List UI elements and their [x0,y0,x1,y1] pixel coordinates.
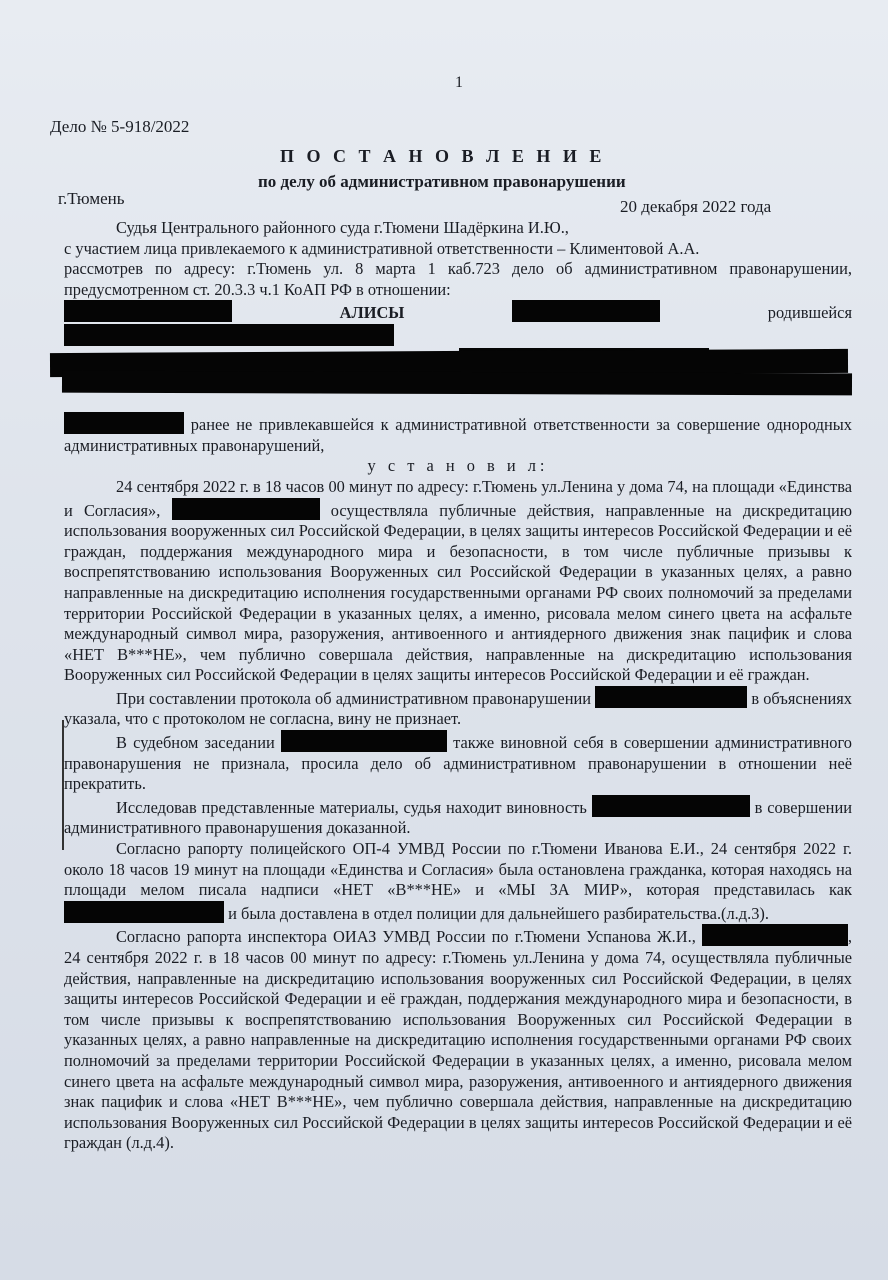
person-name: АЛИСЫ [339,303,405,323]
intro-address: рассмотрев по адресу: г.Тюмень ул. 8 марта 1 каб.723 дело об административном правонарушении, предусмотренном ст. 20.3.3 ч.1 КоАП РФ в отношении: [64,259,852,299]
intro-no-record: ранее не привлекавшейся к административной ответственности за совершение однородных административных правонарушений, [64,412,852,456]
case-number: Дело № 5-918/2022 [50,117,190,136]
city: г.Тюмень [58,189,125,208]
redaction [592,795,750,817]
paragraph-4: Исследовав представленные материалы, судья находит виновность в совершении административного правонарушения доказанной. [64,795,852,839]
redaction [512,300,660,322]
redaction [595,686,747,708]
document-title: П О С Т А Н О В Л Е Н И Е [280,146,606,166]
intro-participant: с участием лица привлекаемого к административной ответственности – Климентовой А.А. [64,238,700,258]
paragraph-2: При составлении протокола об административном правонарушении в объяснениях указала, что с протоколом не согласна, вину не признает. [64,686,852,730]
intro-person [64,300,852,347]
paragraph-1: 24 сентября 2022 г. в 18 часов 00 минут по адресу: г.Тюмень ул.Ленина у дома 74, на площади «Единства и Согласия», осуществляла публичные действия, направленные на дискредитацию использования вооруженных сил Российской Федерации, в целях защиты интересов Российской Федерации и её граждан, поддержания международного мира и безопасности, в том числе публичные призывы к воспрепятствованию использования Вооруженных сил Российской Федерации в указанных целях, а равно направленные на дискредитацию исполнения государственными органами РФ своих полномочий за пределами территории Российской Федерации в указанных целях, а именно, рисовала мелом синего цвета на асфальте международный символ мира, разоружения, антивоенного и антиядерного движения знак пацифик и слова «НЕТ В***НЕ», чем публично совершала действия, направленные на дискредитацию использования Вооруженных сил Российской Федерации в целях защиты интересов Российской Федерации и её граждан. [64,476,852,685]
redaction [702,924,848,946]
ustanovil-heading: у с т а н о в и л: [367,456,549,476]
paragraph-6: Согласно рапорта инспектора ОИАЗ УМВД России по г.Тюмени Успанова Ж.И., , 24 сентября 2022 г. в 18 часов 00 минут по адресу: г.Тюмень ул.Ленина у дома 74, осуществляла публичные действия, направленные на дискредитацию использования вооруженных сил Российской Федерации, в целях защиты интересов Российской Федерации и её граждан, поддержания международного мира и безопасности, в том числе призывы к воспрепятствованию использования Вооруженных сил Российской Федерации в указанных целях, а равно направленные на дискредитацию исполнения государственными органами РФ своих полномочий за пределами территории Российской Федерации в указанных целях, а именно, рисовала мелом синего цвета на асфальте международный символ мира, разоружения, антивоенного и антиядерного движения знак пацифик и слова «НЕТ В***НЕ», чем публично совершала действия, направленные на дискредитацию использования Вооруженных сил Российской Федерации в целях защиты интересов Российской Федерации и её граждан (л.д.4). [64,924,852,1154]
redaction [64,412,184,434]
redaction [64,901,224,923]
paragraph-3: В судебном заседании также виновной себя в совершении административного правонарушения не признала, просила дело об административном правонарушении в отношении неё прекратить. [64,730,852,795]
paragraph-5: Согласно рапорту полицейского ОП-4 УМВД России по г.Тюмени Иванова Е.И., 24 сентября 2022 г. около 18 часов 19 минут на площади «Единства и Согласия» была остановлена гражданка, которая находясь на площади мелом писала надписи «НЕТ «В***НЕ» и «МЫ ЗА МИР», которая представилась как и была доставлена в отдел полиции для дальнейшего разбирательства.(л.д.3). [64,839,852,923]
redaction-bar [62,371,852,396]
intro-judge: Судья Центрального районного суда г.Тюмени Шадёркина И.Ю., [116,218,569,237]
document-subtitle: по делу об административном правонарушении [258,172,626,191]
person-born: родившейся [767,303,852,323]
redaction [64,300,232,322]
redaction [172,498,320,520]
redaction [281,730,447,752]
redaction [64,324,394,346]
document-date: 20 декабря 2022 года [620,197,772,216]
margin-line [62,720,64,850]
page-number: 1 [455,74,463,91]
